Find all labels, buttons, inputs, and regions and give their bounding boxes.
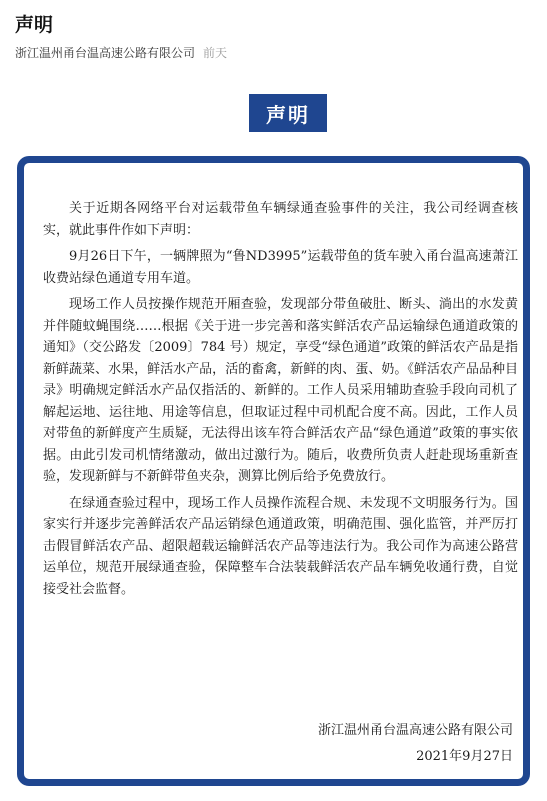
article-header: [0, 0, 547, 70]
signature-block: [318, 718, 513, 770]
paragraph-event: 9月26日下午，一辆牌照为“鲁ND3995”运载带鱼的货车驶入甬台温高速萧江收费站绿色通道专用车道。: [43, 249, 518, 286]
author-name[interactable]: 浙江温州甬台温高速公路有限公司: [15, 46, 196, 60]
statement-body: [43, 198, 518, 605]
paragraph-policy: 在绿通查验过程中，现场工作人员操作流程合规、未发现不文明服务行为。国家实行并逐步完善鲜活农产品运销绿色通道政策，明确范围、强化监管，并严厉打击假冒鲜活农产品、超限超载运输鲜活农产品等违法行为。我公司作为高速公路营运单位，规范开展绿通查验，保障整车合法装载鲜活农产品车辆免收通行费，自觉接受社会监督。: [43, 495, 518, 597]
signature-date: 2021年9月27日: [416, 749, 513, 764]
publish-time: 前天: [203, 46, 228, 60]
article-meta: [15, 44, 227, 61]
paragraph-inspection: 现场工作人员按操作规范开厢查验，发现部分带鱼破肚、断头、淌出的水发黄并伴随蚊蝇围绕……根据《关于进一步完善和落实鲜活农产品运输绿色通道政策的通知》（交公路发〔2009〕784 号）规定，享受“绿色通道”政策的鲜活农产品是指新鲜蔬菜、水果，鲜活水产品，活的畜禽，新鲜的肉、蛋、奶。《鲜活农产品品种目录》明确规定鲜活水产品仅指活的、新鲜的。工作人员采用辅助查验手段向司机了解起运地、运往地、用途等信息，但取证过程中司机配合度不高。因此，工作人员对带鱼的新鲜度产生质疑，无法得出该车符合鲜活农产品“绿色通道”政策的事实依据。由此引发司机情绪激动，做出过激行为。随后，收费所负责人赶赴现场重新查验，发现新鲜与不新鲜带鱼夹杂，测算比例后给予免费放行。: [43, 297, 518, 484]
paragraph-intro: 关于近期各网络平台对运载带鱼车辆绿通查验事件的关注，我公司经调查核实，就此事件作如下声明：: [43, 201, 518, 238]
statement-badge: 声明: [249, 94, 327, 132]
signature-company: 浙江温州甬台温高速公路有限公司: [317, 723, 513, 738]
article-title: 声明: [15, 14, 54, 36]
